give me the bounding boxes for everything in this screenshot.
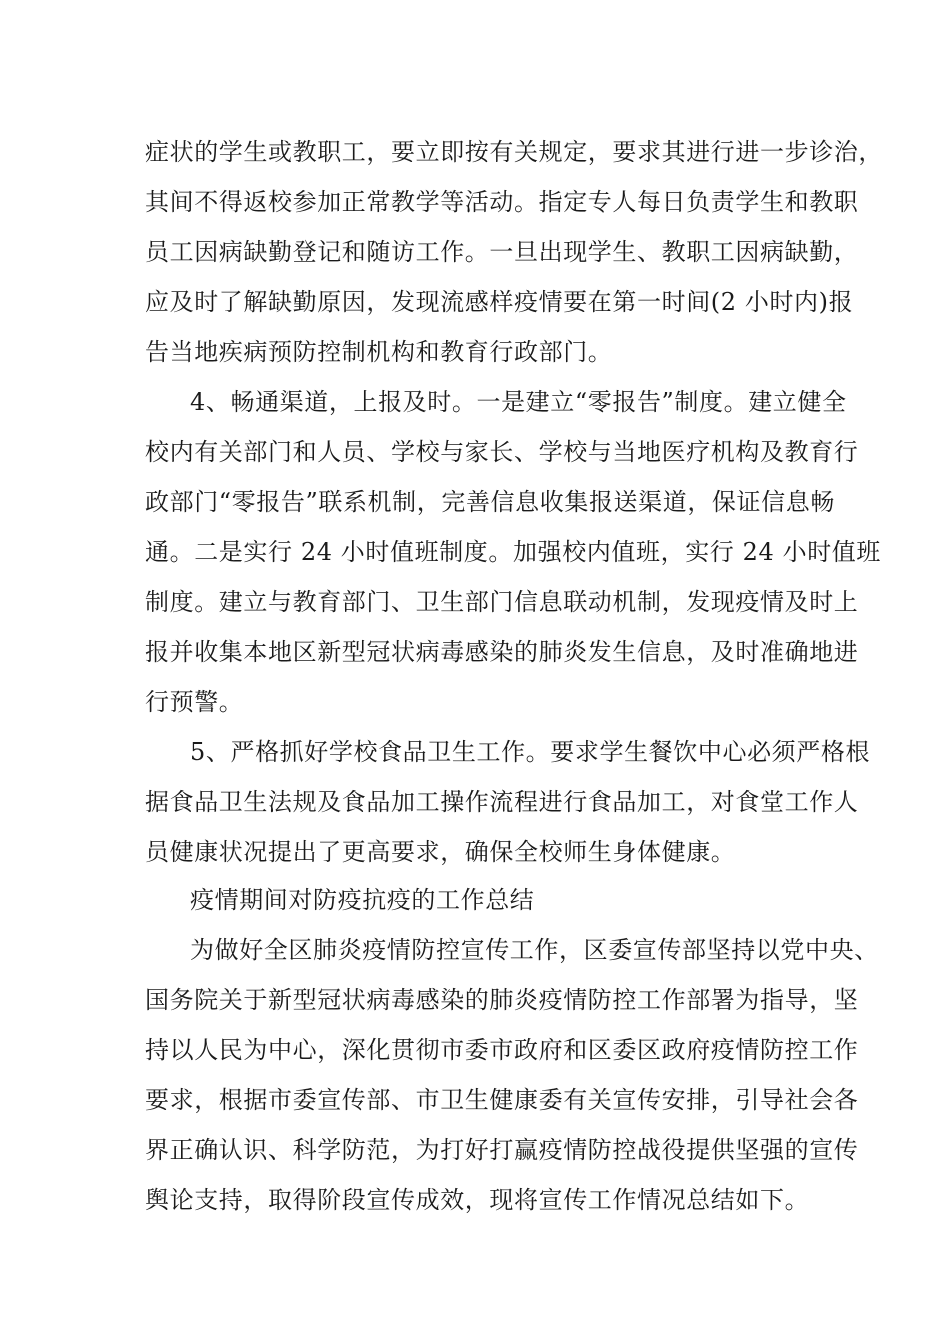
paragraph-5-start: 5、严格抓好学校食品卫生工作。要求学生餐饮中心必须严格根 bbox=[190, 738, 871, 766]
body-line: 通。二是实行 24 小时值班制度。加强校内值班，实行 24 小时值班 bbox=[145, 538, 881, 566]
body-line: 其间不得返校参加正常教学等活动。指定专人每日负责学生和教职 bbox=[145, 188, 859, 216]
body-line: 应及时了解缺勤原因，发现流感样疫情要在第一时间(2 小时内)报 bbox=[145, 288, 854, 316]
body-line: 持以人民为中心，深化贯彻市委市政府和区委区政府疫情防控工作 bbox=[145, 1036, 859, 1064]
body-line: 症状的学生或教职工，要立即按有关规定，要求其进行进一步诊治， bbox=[145, 138, 883, 166]
body-line: 报并收集本地区新型冠状病毒感染的肺炎发生信息，及时准确地进 bbox=[145, 638, 859, 666]
body-line: 要求，根据市委宣传部、市卫生健康委有关宣传安排，引导社会各 bbox=[145, 1086, 859, 1114]
body-line: 制度。建立与教育部门、卫生部门信息联动机制，发现疫情及时上 bbox=[145, 588, 859, 616]
paragraph-summary-start: 为做好全区肺炎疫情防控宣传工作，区委宣传部坚持以党中央、 bbox=[190, 936, 879, 964]
body-line: 舆论支持，取得阶段宣传成效，现将宣传工作情况总结如下。 bbox=[145, 1186, 810, 1214]
body-line: 员健康状况提出了更高要求，确保全校师生身体健康。 bbox=[145, 838, 736, 866]
body-line: 告当地疾病预防控制机构和教育行政部门。 bbox=[145, 338, 613, 366]
body-line: 政部门“零报告”联系机制，完善信息收集报送渠道，保证信息畅 bbox=[145, 488, 835, 516]
body-line: 行预警。 bbox=[145, 688, 244, 716]
body-line: 界正确认识、科学防范，为打好打赢疫情防控战役提供坚强的宣传 bbox=[145, 1136, 859, 1164]
section-heading: 疫情期间对防疫抗疫的工作总结 bbox=[190, 886, 535, 914]
body-line: 校内有关部门和人员、学校与家长、学校与当地医疗机构及教育行 bbox=[145, 438, 859, 466]
paragraph-4-start: 4、畅通渠道，上报及时。一是建立“零报告”制度。建立健全 bbox=[190, 388, 847, 416]
body-line: 据食品卫生法规及食品加工操作流程进行食品加工，对食堂工作人 bbox=[145, 788, 859, 816]
body-line: 员工因病缺勤登记和随访工作。一旦出现学生、教职工因病缺勤， bbox=[145, 238, 859, 266]
body-line: 国务院关于新型冠状病毒感染的肺炎疫情防控工作部署为指导，坚 bbox=[145, 986, 859, 1014]
